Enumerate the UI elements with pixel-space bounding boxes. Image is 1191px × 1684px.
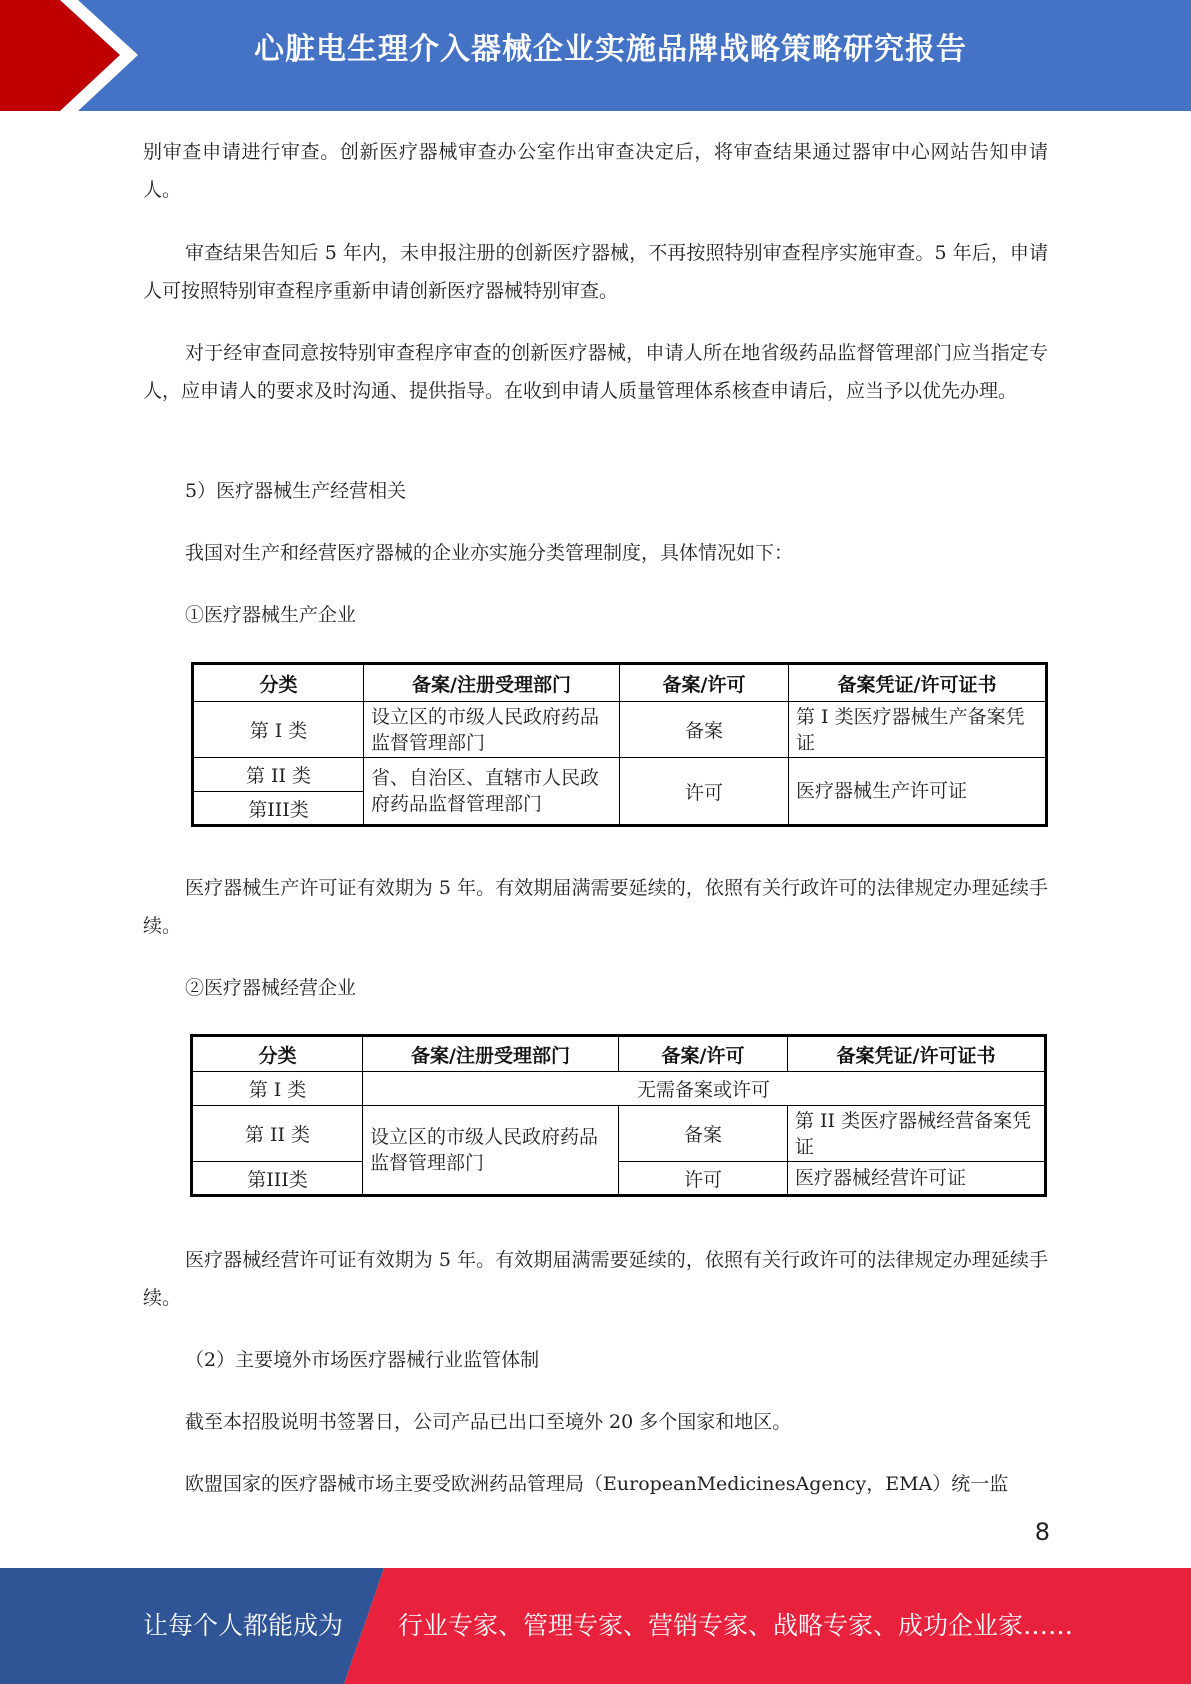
section-heading-overseas: （2）主要境外市场医疗器械行业监管体制 <box>185 1349 540 1371</box>
footer-slogan-right: 行业专家、管理专家、营销专家、战略专家、成功企业家…… <box>398 1611 1074 1640</box>
filing-type-cell: 许可 <box>619 1162 788 1196</box>
section-heading-production: 5）医疗器械生产经营相关 <box>185 480 407 502</box>
filing-type-cell: 备案 <box>620 702 789 758</box>
table-row <box>193 702 1047 758</box>
paragraph-export-countries: 截至本招股说明书签署日，公司产品已出口至境外 20 多个国家和地区。 <box>185 1411 792 1433</box>
page-number: 8 <box>1034 1518 1050 1546</box>
merged-note-cell: 无需备案或许可 <box>363 1072 1046 1106</box>
column-header: 备案凭证/许可证书 <box>789 664 1047 702</box>
paragraph-classification-intro: 我国对生产和经营医疗器械的企业亦实施分类管理制度，具体情况如下： <box>185 542 794 564</box>
certificate-cell: 第 II 类医疗器械经营备案凭证 <box>788 1106 1046 1162</box>
filing-type-cell: 备案 <box>619 1106 788 1162</box>
class-cell: 第 II 类 <box>193 758 364 792</box>
column-header: 分类 <box>193 664 364 702</box>
class-cell: 第III类 <box>192 1162 363 1196</box>
column-header: 备案/许可 <box>619 1036 788 1072</box>
table-row <box>193 758 1047 792</box>
footer-slogan-left: 让每个人都能成为 <box>143 1611 344 1640</box>
table-row <box>192 1072 1046 1106</box>
certificate-cell: 第 I 类医疗器械生产备案凭证 <box>789 702 1047 758</box>
paragraph-review-notice: 别审查申请进行审查。创新医疗器械审查办公室作出审查决定后，将审查结果通过器审中心网站告知申请人。 <box>143 141 1048 201</box>
paragraph-provincial-guidance: 对于经审查同意按特别审查程序审查的创新医疗器械，申请人所在地省级药品监督管理部门应当指定专人，应申请人的要求及时沟通、提供指导。在收到申请人质量管理体系核查申请后，应当予以优先办理。 <box>143 342 1048 402</box>
department-cell: 设立区的市级人民政府药品监督管理部门 <box>363 1106 619 1196</box>
paragraph-five-year-rule: 审查结果告知后 5 年内，未申报注册的创新医疗器械，不再按照特别审查程序实施审查。5 年后，申请人可按照特别审查程序重新申请创新医疗器械特别审查。 <box>143 242 1048 302</box>
column-header: 备案凭证/许可证书 <box>788 1036 1046 1072</box>
department-cell: 省、自治区、直辖市人民政府药品监督管理部门 <box>364 758 620 826</box>
table-row <box>192 1162 1046 1196</box>
subheading-distributors: ②医疗器械经营企业 <box>185 977 357 999</box>
page-header <box>0 0 1191 111</box>
distributor-classification-table <box>190 1034 1047 1197</box>
table-header-row <box>193 664 1047 702</box>
paragraph-eu-regulation: 欧盟国家的医疗器械市场主要受欧洲药品管理局（EuropeanMedicinesAgency，EMA）统一监 <box>185 1473 1009 1495</box>
filing-type-cell: 许可 <box>620 758 789 826</box>
paragraph-production-license-validity: 医疗器械生产许可证有效期为 5 年。有效期届满需要延续的，依照有关行政许可的法律规定办理延续手续。 <box>143 877 1048 937</box>
table-header-row <box>192 1036 1046 1072</box>
paragraph-distribution-license-validity: 医疗器械经营许可证有效期为 5 年。有效期届满需要延续的，依照有关行政许可的法律规定办理延续手续。 <box>143 1249 1048 1309</box>
column-header: 备案/注册受理部门 <box>364 664 620 702</box>
class-cell: 第 I 类 <box>193 702 364 758</box>
certificate-cell: 医疗器械经营许可证 <box>788 1162 1046 1196</box>
subheading-manufacturers: ①医疗器械生产企业 <box>185 604 357 626</box>
certificate-cell: 医疗器械生产许可证 <box>789 758 1047 826</box>
department-cell: 设立区的市级人民政府药品监督管理部门 <box>364 702 620 758</box>
manufacturer-classification-table <box>191 662 1048 827</box>
class-cell: 第 II 类 <box>192 1106 363 1162</box>
report-title: 心脏电生理介入器械企业实施品牌战略策略研究报告 <box>254 32 967 67</box>
page-footer <box>0 1568 1191 1684</box>
class-cell: 第III类 <box>193 792 364 826</box>
column-header: 分类 <box>192 1036 363 1072</box>
table-row <box>192 1106 1046 1162</box>
class-cell: 第 I 类 <box>192 1072 363 1106</box>
column-header: 备案/注册受理部门 <box>363 1036 619 1072</box>
column-header: 备案/许可 <box>620 664 789 702</box>
